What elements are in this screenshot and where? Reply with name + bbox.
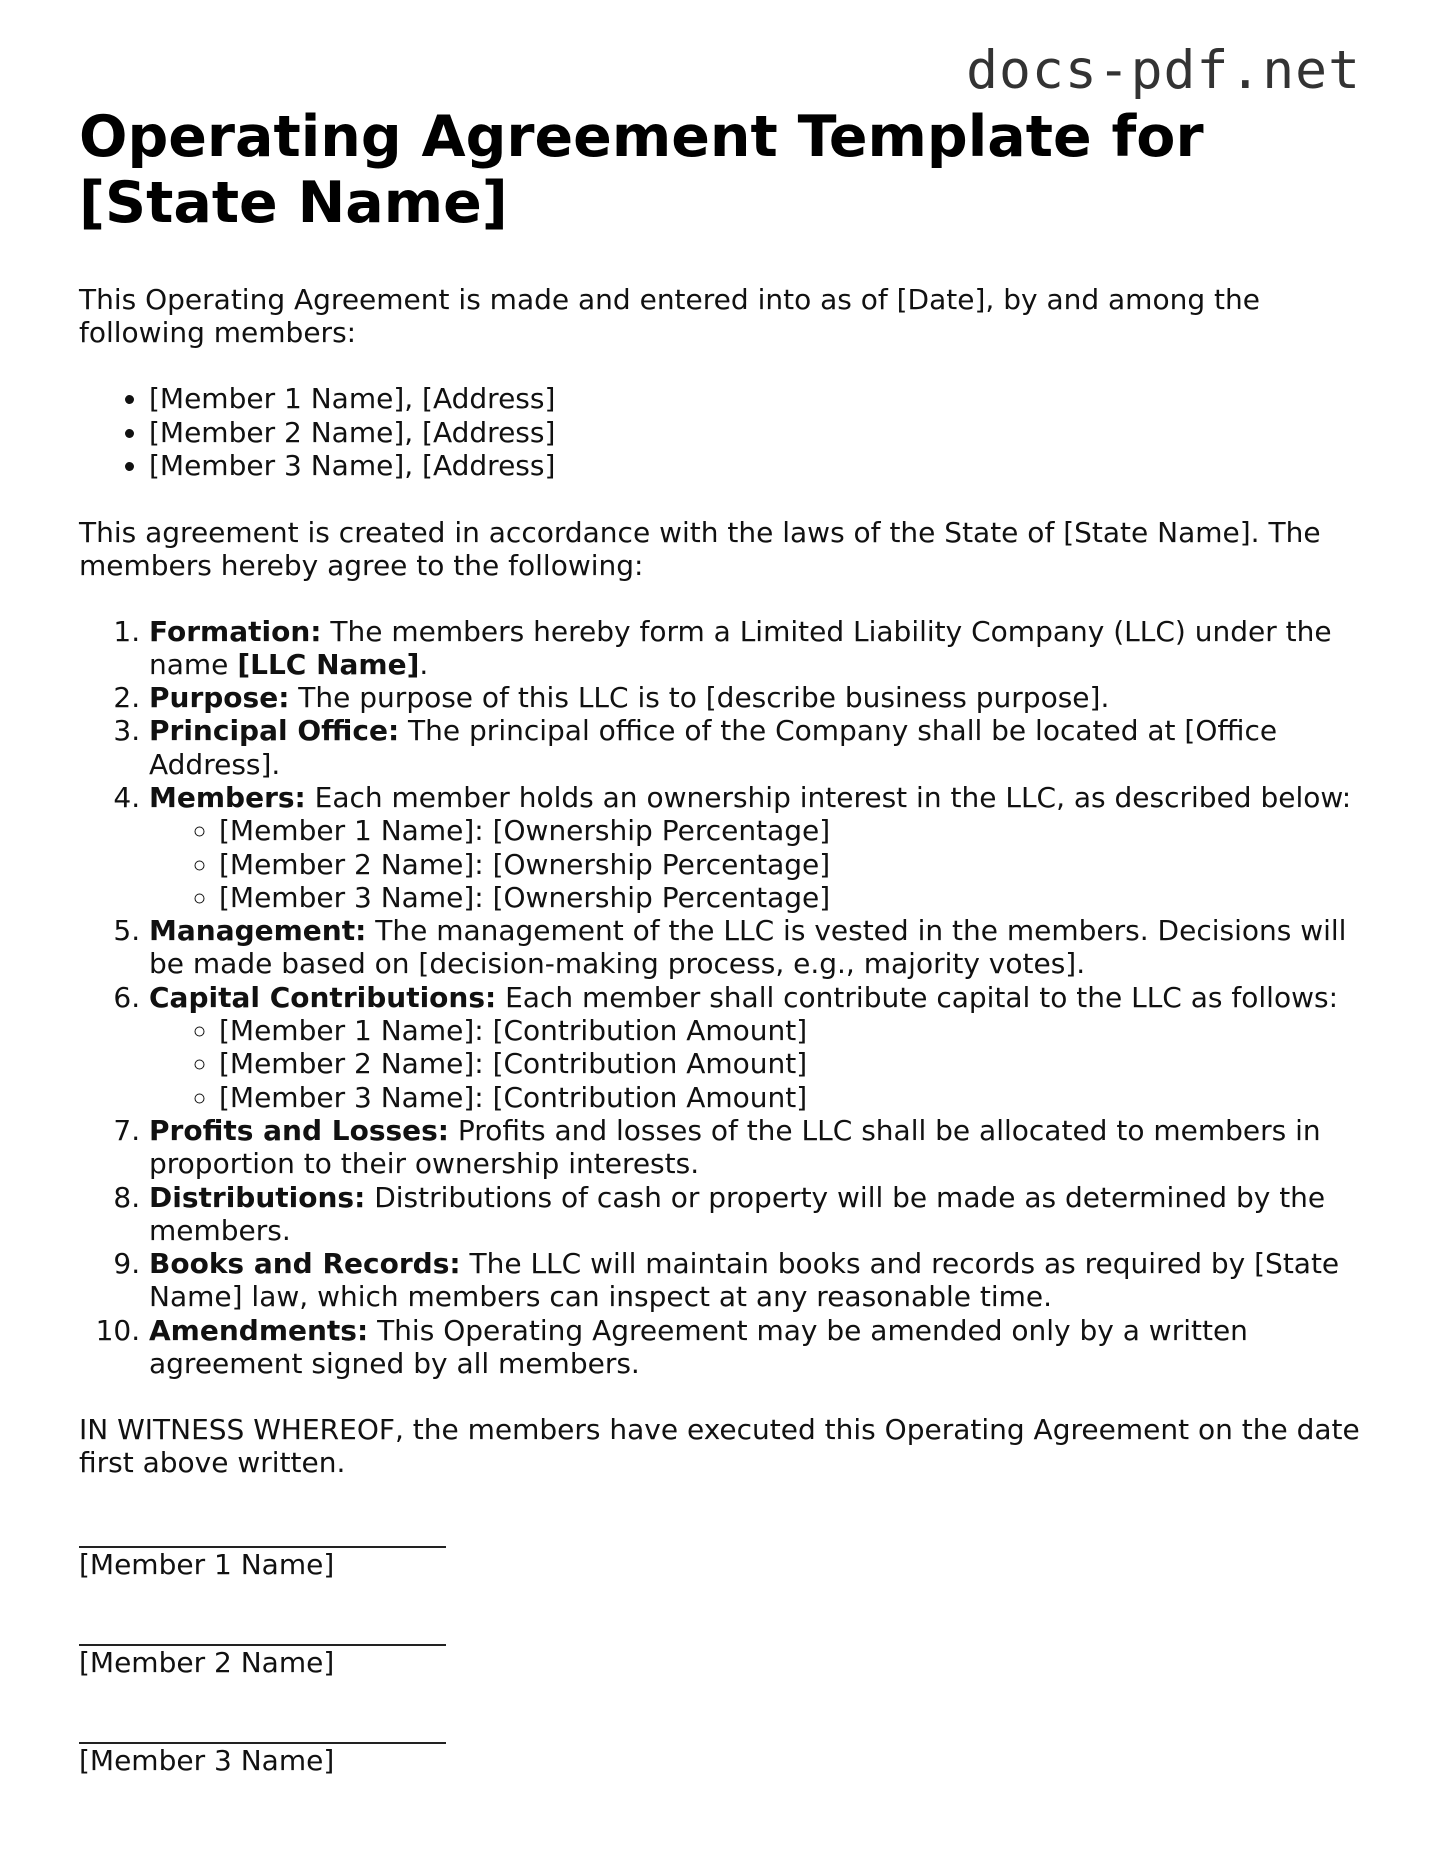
term-label: Purpose: (149, 681, 290, 715)
term-purpose (149, 681, 1369, 714)
signature-line (79, 1610, 446, 1646)
llc-name-placeholder: [LLC Name] (237, 647, 420, 681)
list-item: • [Member 3 Name], [Address] (149, 449, 1369, 483)
term-profits-losses (149, 1114, 1369, 1181)
term-label: Principal Office: (149, 714, 400, 748)
term-books-records (149, 1247, 1369, 1314)
term-label: Amendments: (149, 1313, 369, 1347)
witness-paragraph: IN WITNESS WHEREOF, the members have executed this Operating Agreement on the date first above written. (79, 1413, 1360, 1480)
term-distributions (149, 1181, 1369, 1248)
signature-line (79, 1512, 446, 1548)
ownership-list (149, 814, 1369, 914)
list-item: ◦ [Member 2 Name]: [Contribution Amount] (219, 1047, 1369, 1080)
document-page (79, 104, 1369, 1806)
watermark: docs-pdf.net (966, 40, 1361, 101)
term-text: Each member holds an ownership interest in the LLC, as described below: (305, 780, 1352, 814)
term-principal-office (149, 714, 1369, 781)
members-list (79, 382, 1369, 483)
list-item: • [Member 1 Name], [Address] (149, 382, 1369, 416)
term-text: Profits and losses of the LLC shall be allocated to members in proportion to their ownership interests. (149, 1113, 1321, 1181)
term-text: This Operating Agreement may be amended only by a written agreement signed by all members. (149, 1313, 1248, 1381)
term-text-end: . (419, 647, 429, 681)
term-text: The management of the LLC is vested in the members. Decisions will be made based on [decision-making process, e.g., majority votes]. (149, 914, 1347, 981)
signature-member-2 (79, 1610, 1369, 1679)
signature-block (79, 1512, 1369, 1777)
page-title: Operating Agreement Template for [State Name] (79, 104, 1204, 236)
term-members (149, 781, 1369, 914)
term-text: The members hereby form a Limited Liability Company (LLC) under the name (149, 614, 1332, 681)
term-capital-contributions (149, 981, 1369, 1114)
signature-line (79, 1708, 446, 1744)
term-management (149, 914, 1369, 981)
term-label: Profits and Losses: (149, 1113, 450, 1147)
term-text: Distributions of cash or property will be made as determined by the members. (149, 1180, 1326, 1247)
list-item: ◦ [Member 1 Name]: [Ownership Percentage] (219, 814, 1369, 847)
signature-member-3 (79, 1708, 1369, 1777)
term-text: The LLC will maintain books and records as required by [State Name] law, which members can inspect at any reasonable time. (149, 1247, 1340, 1314)
term-text: The principal office of the Company shall be located at [Office Address]. (149, 714, 1278, 781)
signature-name: [Member 1 Name] (79, 1548, 335, 1582)
term-label: Members: (149, 780, 306, 814)
term-label: Books and Records: (149, 1247, 461, 1281)
contribution-list (149, 1014, 1369, 1114)
list-item: ◦ [Member 2 Name]: [Ownership Percentage] (219, 848, 1369, 881)
list-item: ◦ [Member 3 Name]: [Ownership Percentage] (219, 881, 1369, 914)
term-label: Capital Contributions: (149, 980, 497, 1014)
list-item: ◦ [Member 1 Name]: [Contribution Amount] (219, 1014, 1369, 1047)
term-text: Each member shall contribute capital to the LLC as follows: (496, 980, 1338, 1014)
term-label: Distributions: (149, 1180, 366, 1214)
list-item: ◦ [Member 3 Name]: [Contribution Amount] (219, 1081, 1369, 1114)
signature-name: [Member 2 Name] (79, 1646, 335, 1680)
term-label: Formation: (149, 614, 322, 648)
laws-paragraph: This agreement is created in accordance with the laws of the State of [State Name]. The members hereby agree to the following: (79, 515, 1321, 582)
term-text: The purpose of this LLC is to [describe business purpose]. (289, 681, 1110, 715)
signature-member-1 (79, 1512, 1369, 1581)
term-formation (149, 615, 1369, 682)
term-amendments (149, 1314, 1369, 1381)
intro-paragraph: This Operating Agreement is made and entered into as of [Date], by and among the following members: (79, 283, 1260, 349)
signature-name: [Member 3 Name] (79, 1744, 335, 1778)
term-label: Management: (149, 914, 367, 948)
terms-list (79, 615, 1369, 1381)
list-item: • [Member 2 Name], [Address] (149, 416, 1369, 450)
